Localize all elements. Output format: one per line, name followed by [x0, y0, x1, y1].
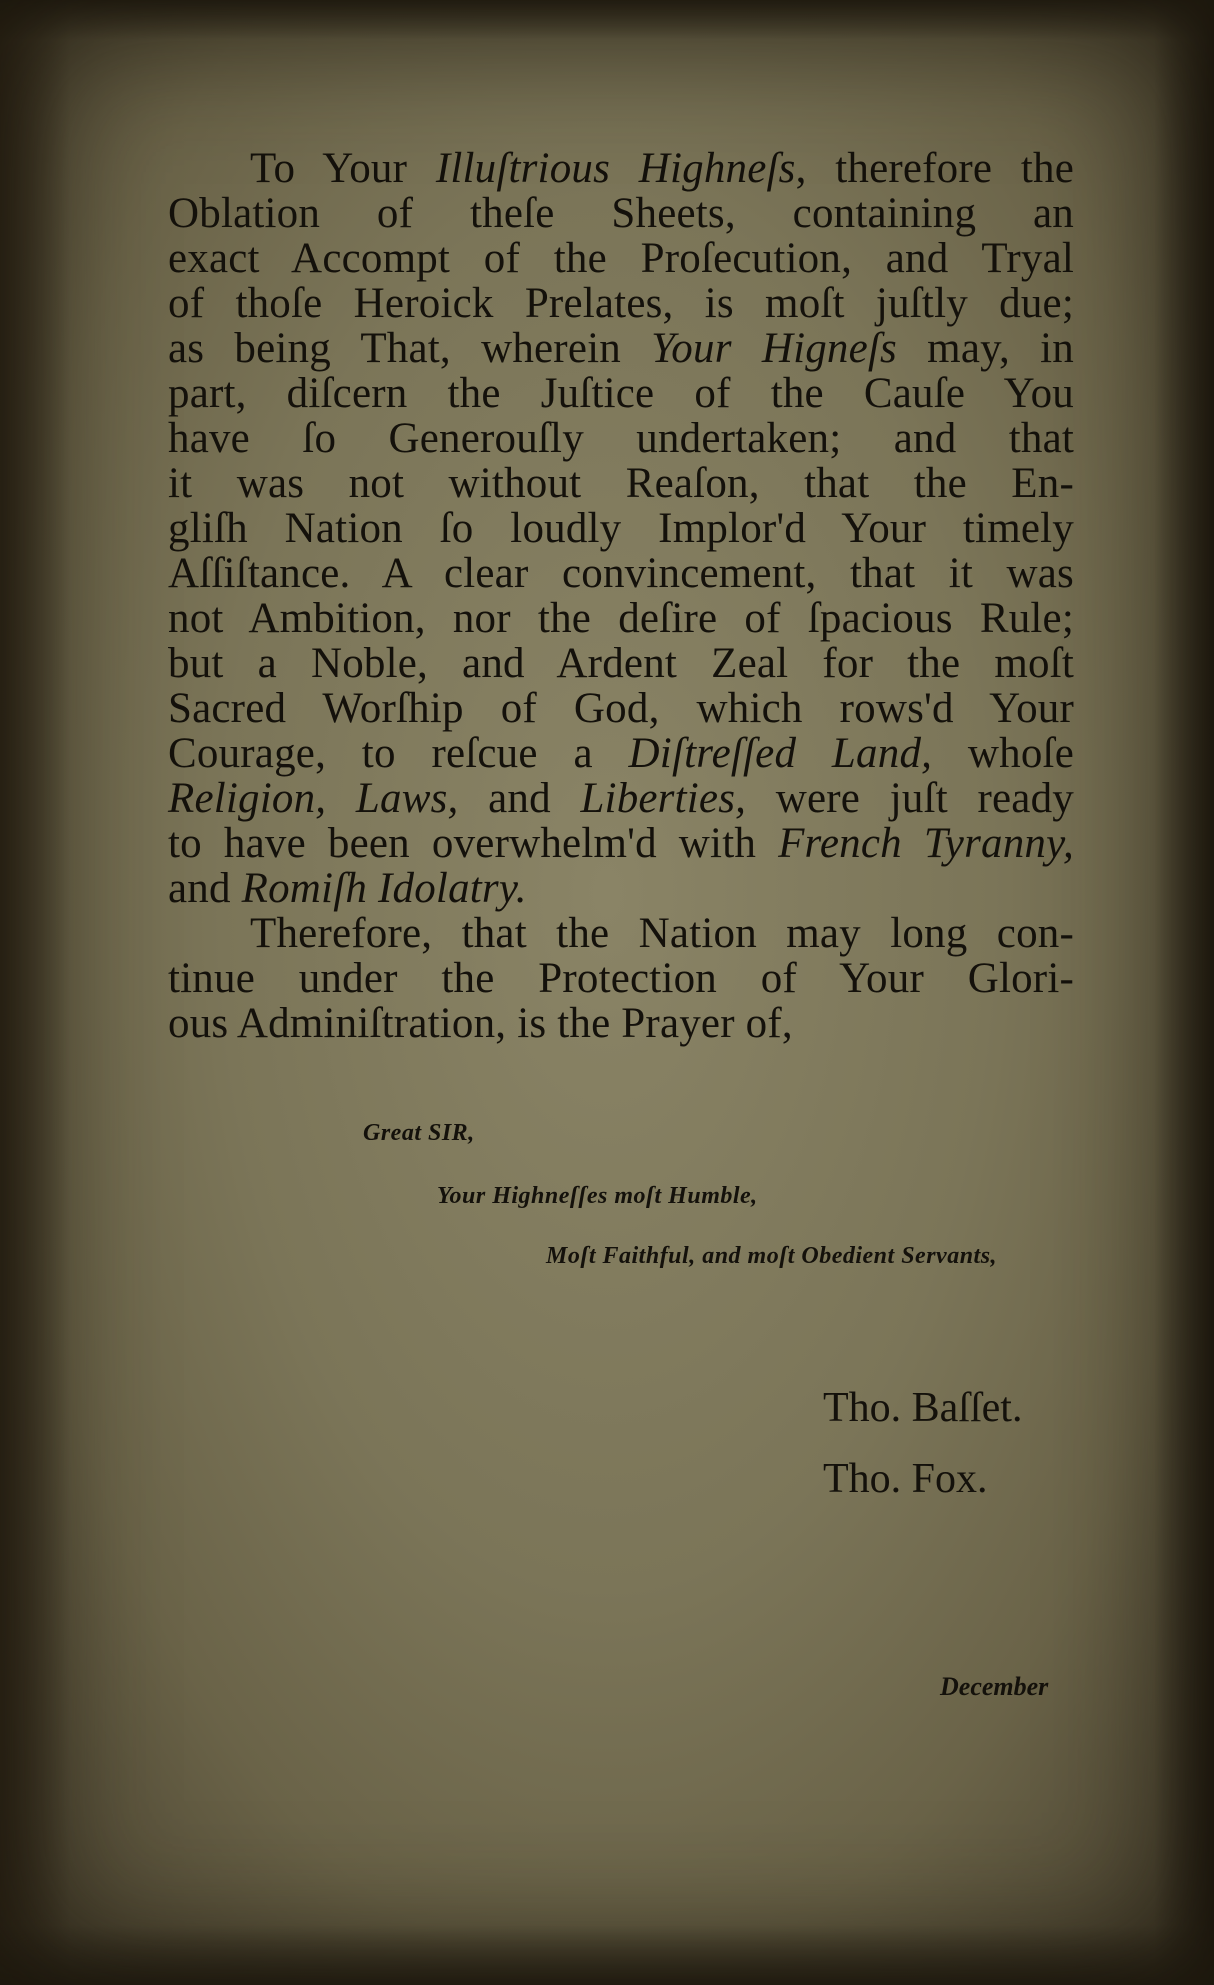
- salutation: Great SIR,: [363, 1120, 475, 1146]
- text-line: [168, 731, 1074, 776]
- signatory-basset: Tho. Baſſet.: [823, 1385, 1023, 1431]
- text-line: [168, 281, 1074, 326]
- text-line: [168, 326, 1074, 371]
- text-segment: , therefore the: [795, 145, 1074, 192]
- italic-phrase: Romiſh Idolatry.: [241, 865, 527, 912]
- text-segment: exact Accompt of the Proſecution, and Tryal: [168, 235, 1074, 282]
- closing-line-humble: Your Highneſſes moſt Humble,: [437, 1183, 758, 1209]
- text-line: [168, 551, 1074, 596]
- signatory-fox: Tho. Fox.: [823, 1456, 988, 1502]
- italic-phrase: Diſtreſſed Land,: [628, 730, 933, 777]
- text-segment: To Your: [250, 145, 436, 192]
- italic-phrase: French Tyranny,: [778, 820, 1074, 867]
- text-segment: it was not without Reaſon, that the En-: [168, 460, 1074, 507]
- text-segment: not Ambition, nor the deſire of ſpacious Rule;: [168, 595, 1074, 642]
- text-line: [168, 191, 1074, 236]
- text-segment: Oblation of theſe Sheets, containing an: [168, 190, 1074, 237]
- page-bottom-edge-shadow: [0, 1925, 1214, 1985]
- text-line: [168, 641, 1074, 686]
- italic-phrase: Religion, Laws,: [168, 775, 459, 822]
- text-segment: have ſo Generouſly undertaken; and that: [168, 415, 1074, 462]
- text-line: [168, 416, 1074, 461]
- text-segment: and: [168, 865, 242, 912]
- text-segment: part, diſcern the Juſtice of the Cauſe You: [168, 370, 1074, 417]
- text-line: [168, 371, 1074, 416]
- text-line: [168, 146, 1074, 191]
- text-segment: Therefore, that the Nation may long con-: [250, 910, 1074, 957]
- text-line: [168, 686, 1074, 731]
- italic-phrase: Liberties,: [580, 775, 747, 822]
- text-segment: Courage, to reſcue a: [168, 730, 629, 777]
- dedication-body-text: [168, 146, 1074, 1046]
- text-segment: whoſe: [932, 730, 1074, 777]
- text-line: [168, 956, 1074, 1001]
- text-segment: tinue under the Protection of Your Glori-: [168, 955, 1074, 1002]
- text-segment: of thoſe Heroick Prelates, is moſt juſtly due;: [168, 280, 1074, 327]
- italic-phrase: Illuſtrious Highneſs: [435, 145, 796, 192]
- text-segment: and: [458, 775, 581, 822]
- italic-phrase: Your Higneſs: [651, 325, 897, 372]
- page-top-edge-shadow: [0, 0, 1214, 40]
- text-line: [168, 776, 1074, 821]
- text-segment: as being That, wherein: [168, 325, 652, 372]
- text-line: [168, 911, 1074, 956]
- text-line: [168, 821, 1074, 866]
- text-segment: gliſh Nation ſo loudly Implor'd Your timely: [168, 505, 1074, 552]
- text-line: [168, 236, 1074, 281]
- text-segment: were juſt ready: [746, 775, 1074, 822]
- text-line: [168, 1001, 1074, 1046]
- text-segment: to have been overwhelm'd with: [168, 820, 779, 867]
- closing-line-servants: Moſt Faithful, and moſt Obedient Servants,: [546, 1243, 998, 1269]
- page-right-edge-shadow: [1154, 0, 1214, 1985]
- text-line: [168, 506, 1074, 551]
- text-segment: ous Adminiſtration, is the Prayer of,: [168, 1000, 793, 1047]
- text-line: [168, 866, 1074, 911]
- text-segment: but a Noble, and Ardent Zeal for the moſt: [168, 640, 1074, 687]
- text-line: [168, 596, 1074, 641]
- catchword: December: [940, 1672, 1049, 1701]
- text-segment: Sacred Worſhip of God, which rows'd Your: [168, 685, 1074, 732]
- text-line: [168, 461, 1074, 506]
- text-segment: may, in: [897, 325, 1074, 372]
- text-segment: Aſſiſtance. A clear convincement, that it was: [168, 550, 1074, 597]
- page-left-edge-shadow: [0, 0, 70, 1985]
